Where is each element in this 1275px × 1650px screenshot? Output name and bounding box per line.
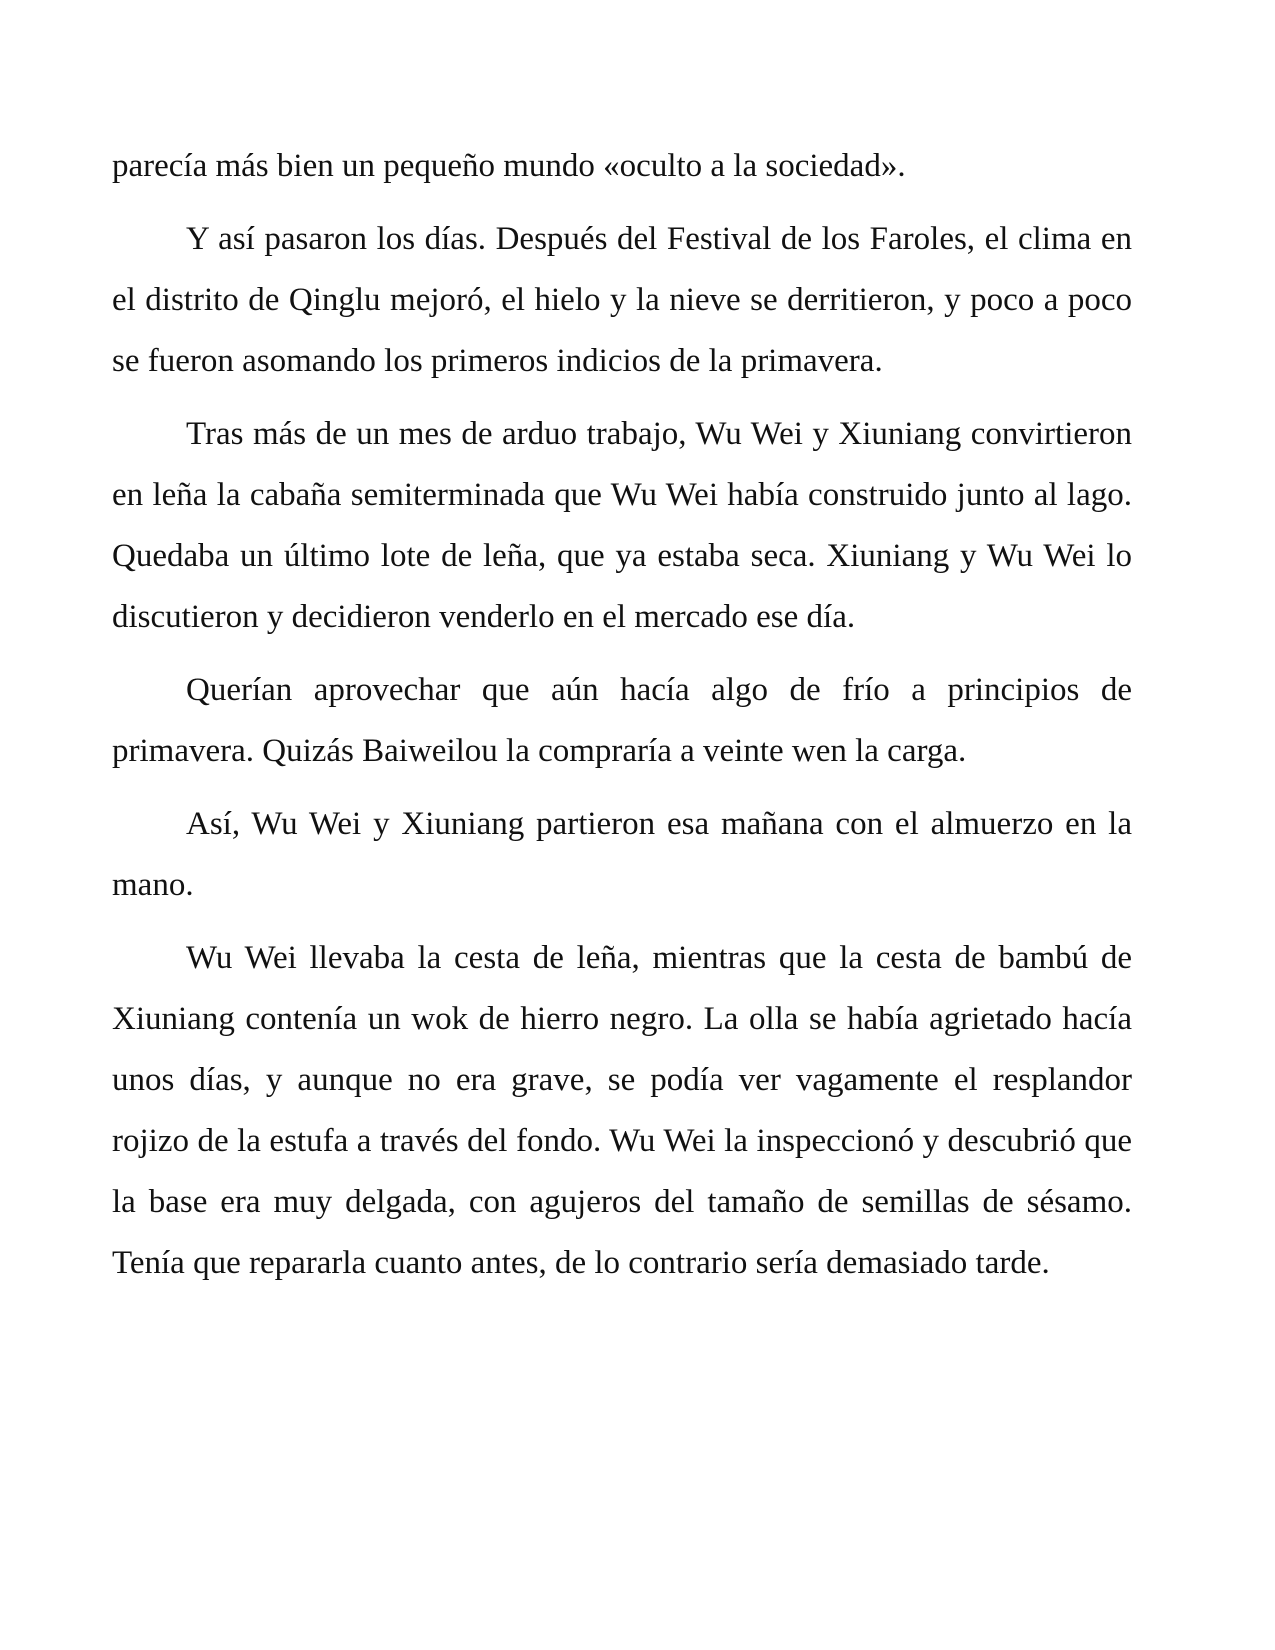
paragraph-3: Tras más de un mes de arduo trabajo, Wu Wei y Xiuniang convirtieron en leña la cabaña semiterminada que Wu Wei había construido junto al lago. Quedaba un último lote de leña, que ya estaba seca. Xiuniang y Wu Wei lo discutieron y decidieron venderlo en el mercado ese día. — [112, 416, 1132, 635]
document-page — [112, 136, 1132, 1306]
paragraph-4: Querían aprovechar que aún hacía algo de frío a principios de primavera. Quizás Baiweilou la compraría a veinte wen la carga. — [112, 672, 1132, 769]
paragraph-6: Wu Wei llevaba la cesta de leña, mientras que la cesta de bambú de Xiuniang contenía un wok de hierro negro. La olla se había agrietado hacía unos días, y aunque no era grave, se podía ver vagamente el resplandor rojizo de la estufa a través del fondo. Wu Wei la inspeccionó y descubrió que la base era muy delgada, con agujeros del tamaño de semillas de sésamo. Tenía que repararla cuanto antes, de lo contrario sería demasiado tarde. — [112, 940, 1132, 1281]
paragraph-2: Y así pasaron los días. Después del Festival de los Faroles, el clima en el distrito de Qinglu mejoró, el hielo y la nieve se derritieron, y poco a poco se fueron asomando los primeros indicios de la primavera. — [112, 221, 1132, 379]
paragraph-continuation: parecía más bien un pequeño mundo «oculto a la sociedad». — [112, 148, 906, 184]
paragraph-5: Así, Wu Wei y Xiuniang partieron esa mañana con el almuerzo en la mano. — [112, 806, 1132, 903]
